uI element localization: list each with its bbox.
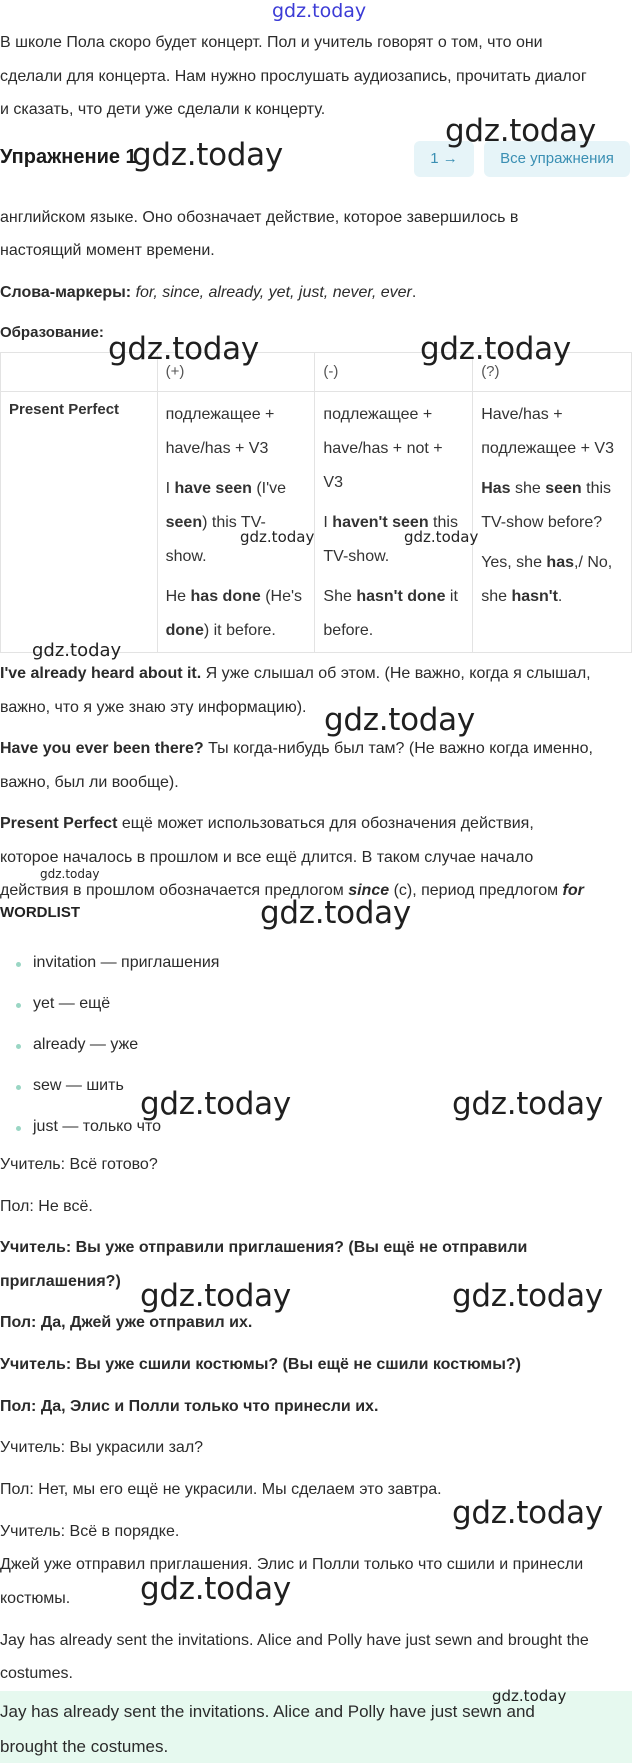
markers-value: for, since, already, yet, just, never, ever [135,284,412,301]
dialog-line-6: Пол: Да, Элис и Полли только что принесли их. [0,1398,379,1415]
pp-note-line-1: Present Perfect ещё может использоваться для обозначения действия, [0,815,534,832]
english-line-1: Jay has already sent the invitations. Alice and Polly have just sewn and brought the [0,1632,589,1649]
english-line-2: costumes. [0,1665,73,1682]
example-positive-1: I have seen (I've seen) this TV- show. [165,480,287,565]
formula-positive: подлежащее + have/has + V3 [165,406,275,457]
example-2-line-1: Have you ever been there? Ты когда-нибудь был там? (Не важно когда именно, [0,740,593,757]
watermark: gdz.today [492,1687,567,1705]
example-1-line-2: важно, что я уже знаю эту информацию). [0,699,307,716]
list-item: already — уже [0,1028,219,1069]
markers-line [0,276,632,310]
formula-negative: подлежащее + have/has + not + V3 [323,406,443,491]
markers-end: . [411,284,417,301]
watermark: gdz.today [324,702,475,738]
intro-line-2: сделали для концерта. Нам нужно прослушать аудиозапись, прочитать диалог [0,68,587,85]
wordlist-title: WORDLIST [0,904,80,921]
pp-note-line-3: действия в прошлом обозначается предлогом since (с), период предлогом for [0,882,584,899]
dialog-line-5: Учитель: Вы уже сшили костюмы? (Вы ещё не сшили костюмы?) [0,1356,522,1373]
watermark: gdz.today [452,1086,603,1122]
table-cell-question [473,392,632,653]
list-item: sew — шить [0,1069,219,1110]
dialog-line-4: Пол: Да, Джей уже отправил их. [0,1314,253,1331]
table-cell-negative [315,392,473,653]
present-perfect-table [0,352,632,653]
formation-label: Образование: [0,324,104,341]
watermark: gdz.today [240,528,315,546]
dialog-line-3a: Учитель: Вы уже отправили приглашения? (Вы ещё не отправили [0,1239,528,1256]
answer-line-2: brought the costumes. [0,1737,169,1756]
translation-line-2: костюмы. [0,1590,71,1607]
table-header-cell: (+) [157,353,315,392]
pp-note-line-2: которое началось в прошлом и все ещё длится. В таком случае начало [0,849,534,866]
table-row [1,392,632,653]
list-item: invitation — приглашения [0,946,219,987]
table-header-cell: (?) [473,353,632,392]
watermark: gdz.today [140,1086,291,1122]
watermark: gdz.today [452,1495,603,1531]
translation-line-1: Джей уже отправил приглашения. Элис и Полли только что сшили и принесли [0,1556,584,1573]
all-exercises-button[interactable]: Все упражнения [484,141,630,177]
watermark: gdz.today [140,1278,291,1314]
site-header-logo[interactable]: gdz.today [272,0,367,22]
theory-line-2: настоящий момент времени. [0,242,215,259]
markers-label: Слова-маркеры: [0,284,132,301]
watermark: gdz.today [420,331,571,367]
example-2-line-2: важно, был ли вообще). [0,774,179,791]
watermark: gdz.today [108,331,259,367]
watermark: gdz.today [40,867,100,881]
list-item: yet — ещё [0,987,219,1028]
exercise-title: Упражнение 1 [0,146,137,168]
formula-question: Have/has + подлежащее + V3 [481,406,614,457]
example-negative-1: I haven't seen this TV-show. [323,514,458,565]
watermark: gdz.today [260,895,411,931]
exercise-number-button[interactable]: 1 → [414,141,474,177]
dialog-line-9: Учитель: Всё в порядке. [0,1523,180,1540]
dialog-line-7: Учитель: Вы украсили зал? [0,1439,204,1456]
example-question-2: Yes, she has,/ No, she hasn't. [481,554,613,605]
watermark: gdz.today [132,137,283,173]
example-positive-2: He has done (He's done) it before. [165,588,303,639]
list-item: just — только что [0,1110,219,1151]
watermark: gdz.today [140,1571,291,1607]
dialog-line-2: Пол: Не всё. [0,1198,93,1215]
table-cell-positive [157,392,315,653]
intro-line-3: и сказать, что дети уже сделали к концерту. [0,101,326,118]
dialog-line-3b: приглашения?) [0,1273,121,1290]
dialog-line-1: Учитель: Всё готово? [0,1156,158,1173]
example-1-line-1: I've already heard about it. Я уже слышал об этом. (Не важно, когда я слышал, [0,665,591,682]
example-question-1: Has she seen this TV-show before? [481,480,612,531]
watermark: gdz.today [32,640,122,661]
table-header-cell: (-) [315,353,473,392]
watermark: gdz.today [445,113,596,149]
example-negative-2: She hasn't done it before. [323,588,458,639]
watermark: gdz.today [404,528,479,546]
theory-line-1: английском языке. Оно обозначает действие, которое завершилось в [0,209,519,226]
dialog-line-8: Пол: Нет, мы его ещё не украсили. Мы сделаем это завтра. [0,1481,442,1498]
table-row-head: Present Perfect [1,392,158,653]
watermark: gdz.today [452,1278,603,1314]
answer-line-1: Jay has already sent the invitations. Alice and Polly have just sewn and [0,1702,535,1721]
intro-line-1: В школе Пола скоро будет концерт. Пол и учитель говорят о том, что они [0,34,543,51]
